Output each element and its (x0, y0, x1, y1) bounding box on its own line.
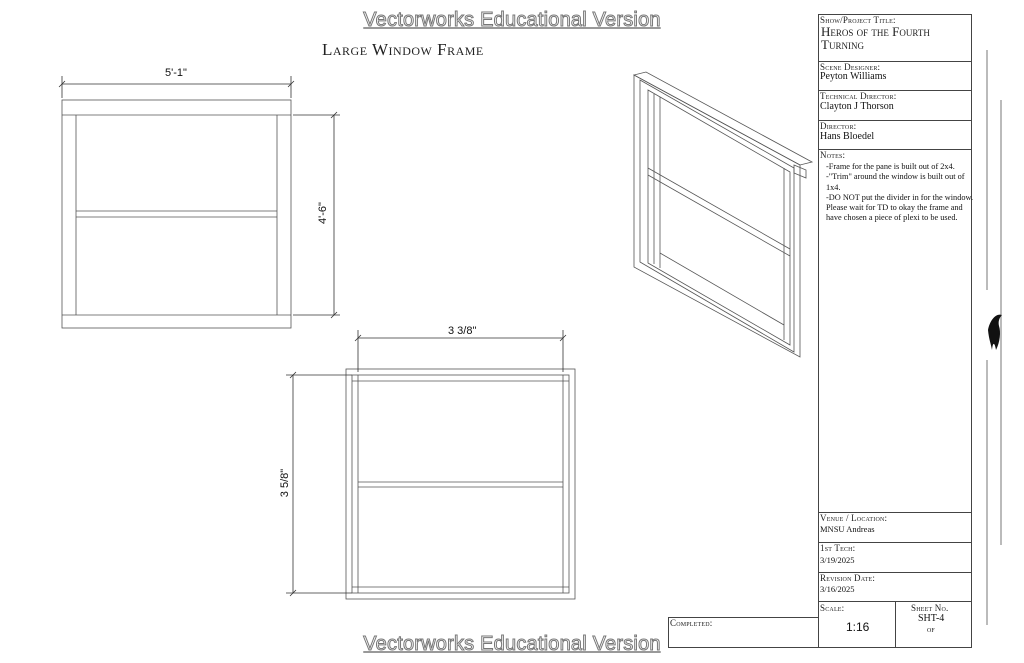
notes-label: Notes: (820, 150, 846, 160)
dimension-top-width (59, 76, 294, 98)
raven-logo-icon (988, 315, 1002, 350)
sheet-no-value: SHT-4 (918, 613, 945, 624)
dim-label-top-height: 4'-6" (316, 202, 329, 224)
director-label: Director: (820, 121, 857, 131)
revision-date-label: Revision Date: (820, 573, 876, 583)
front-elevation-view (62, 100, 291, 328)
director-value: Hans Bloedel (820, 131, 875, 142)
scale-label: Scale: (820, 603, 845, 613)
technical-director-value: Clayton J Thorson (820, 101, 894, 112)
venue-label: Venue / Location: (820, 513, 888, 523)
sheet-of: of (927, 624, 935, 634)
show-title-value: Heros of the Fourth Turning (821, 24, 930, 52)
note-item: -"Trim" around the window is built out of 1x4. (826, 172, 965, 192)
dim-label-bottom-width: 3 3/8" (448, 325, 477, 337)
technical-director-label: Technical Director: (820, 91, 897, 101)
sheet-no-label: Sheet No. (911, 603, 949, 613)
drawing-title: Large Window Frame (322, 40, 484, 59)
scene-designer-value: Peyton Williams (820, 71, 887, 82)
venue-value: MNSU Andreas (820, 524, 875, 534)
isometric-view (634, 72, 812, 357)
note-item: -Frame for the pane is built out of 2x4. (826, 162, 955, 171)
pane-frame-view (346, 369, 575, 599)
dimension-bottom-height (286, 372, 352, 596)
watermark-bottom: Vectorworks Educational Version (363, 633, 661, 655)
revision-date-value: 3/16/2025 (820, 584, 855, 594)
completed-label: Completed: (670, 618, 713, 628)
note-item: -DO NOT put the divider in for the window. Please wait for TD to okay the frame and have chosen a piece of plexi to be used. (826, 192, 974, 223)
dim-label-bottom-height: 3 5/8" (279, 468, 292, 498)
first-tech-value: 3/19/2025 (820, 555, 855, 565)
dim-label-top-width: 5'-1" (165, 67, 187, 79)
scene-designer-label: Scene Designer: (820, 62, 881, 72)
show-title-label: Show/Project Title: (820, 15, 896, 25)
scale-value: 1:16 (846, 620, 870, 634)
watermark-top: Vectorworks Educational Version (363, 9, 661, 31)
notes-list (826, 162, 974, 224)
first-tech-label: 1st Tech: (820, 543, 856, 553)
